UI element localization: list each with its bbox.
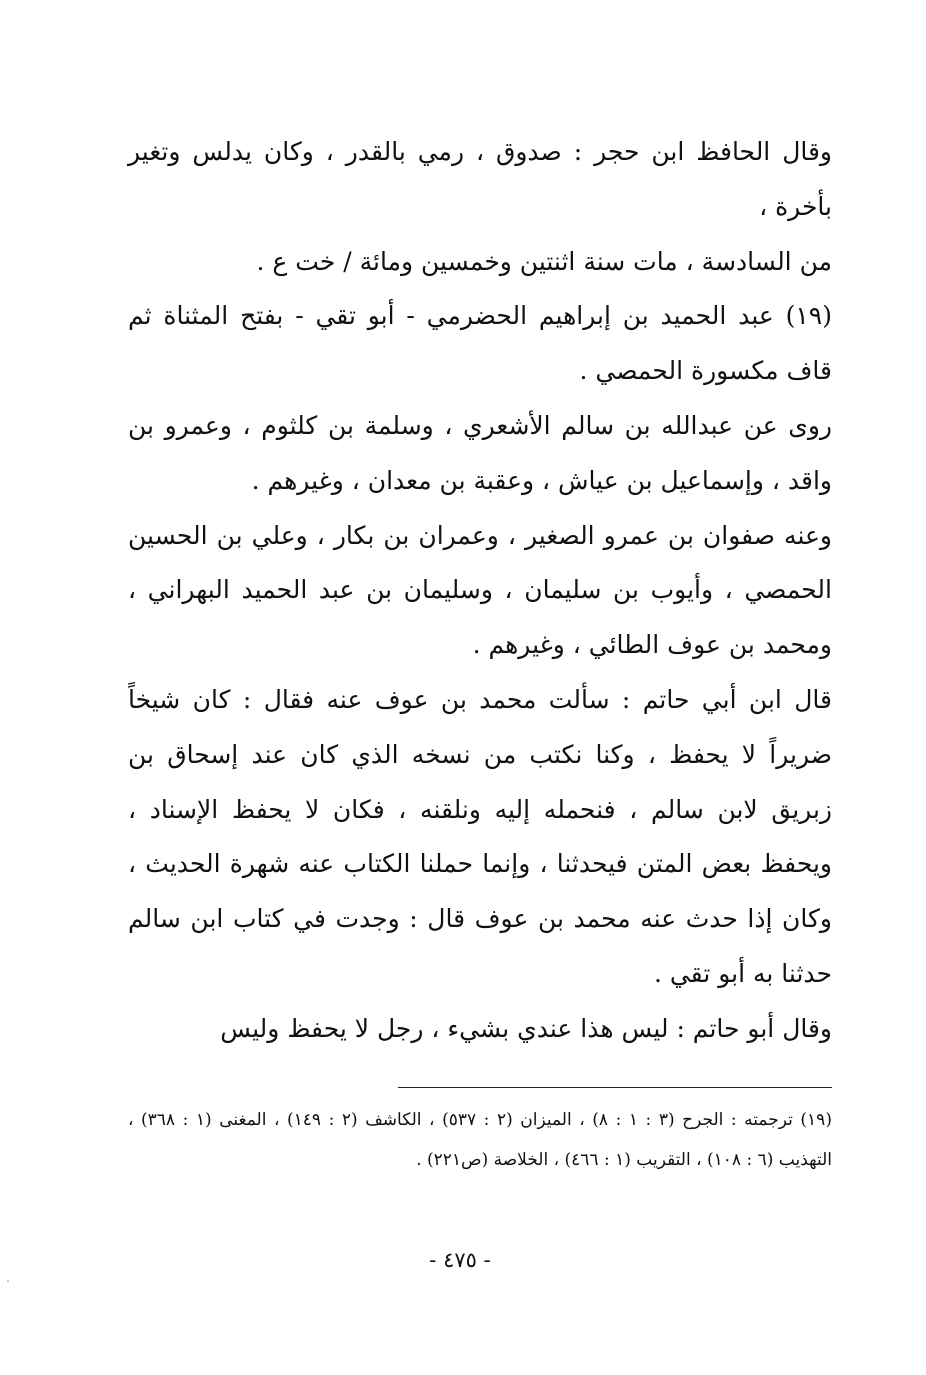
- footnote-19: (١٩) ترجمته : الجرح (٣ : ١ : ٨) ، الميزان (٢ : ٥٣٧) ، الكاشف (٢ : ١٤٩) ، المغنى (١ : ٣٦٨) ، التهذيب (٦ : ١٠٨) ، التقريب (١ : ٤٦٦) ، الخلاصة (ص٢٢١) .: [128, 1110, 832, 1170]
- footnotes: [128, 1100, 832, 1180]
- paragraph-hafiz-ibn-hajar: وقال الحافظ ابن حجر : صدوق ، رمي بالقدر ، وكان يدلس وتغير بأخرة ،: [128, 137, 832, 221]
- paragraph-ibn-abi-hatim: قال ابن أبي حاتم : سألت محمد بن عوف عنه فقال : كان شيخاً ضريراً لا يحفظ ، وكنا نكتب من نسخه الذي كان عند إسحاق بن زبريق لابن سالم ، فنحمله إليه ونلقنه ، فكان لا يحفظ الإسناد ، ويحفظ بعض المتن فيحدثنا ، وإنما حملنا الكتاب عنه شهرة الحديث ، وكان إذا حدث عنه محمد بن عوف قال : وجدت في كتاب ابن سالم حدثنا به أبو تقي .: [128, 684, 832, 988]
- paragraph-narrated-by: وعنه صفوان بن عمرو الصغير ، وعمران بن بكار ، وعلي بن الحسين الحمصي ، وأيوب بن سليمان ، وسليمان بن عبد الحميد البهراني ، ومحمد بن عوف الطائي ، وغيرهم .: [128, 520, 832, 660]
- paragraph-entry-heading: (١٩) عبد الحميد بن إبراهيم الحضرمي - أبو تقي - بفتح المثناة ثم قاف مكسورة الحمصي .: [128, 301, 832, 386]
- paragraph-tabaqa: من السادسة ، مات سنة اثنتين وخمسين ومائة / خت ع .: [256, 246, 832, 276]
- page-number: - ٤٧٥ -: [429, 1248, 491, 1272]
- footnote-divider: [398, 1087, 832, 1088]
- paragraph-abu-hatim: وقال أبو حاتم : ليس هذا عندي بشيء ، رجل لا يحفظ وليس: [220, 1013, 832, 1043]
- main-text: [128, 125, 832, 1057]
- paragraph-narrated-from: روى عن عبدالله بن سالم الأشعري ، وسلمة بن كلثوم ، وعمرو بن واقد ، وإسماعيل بن عياش ، وعقبة بن معدان ، وغيرهم .: [128, 410, 832, 495]
- scan-speck: [7, 1280, 9, 1282]
